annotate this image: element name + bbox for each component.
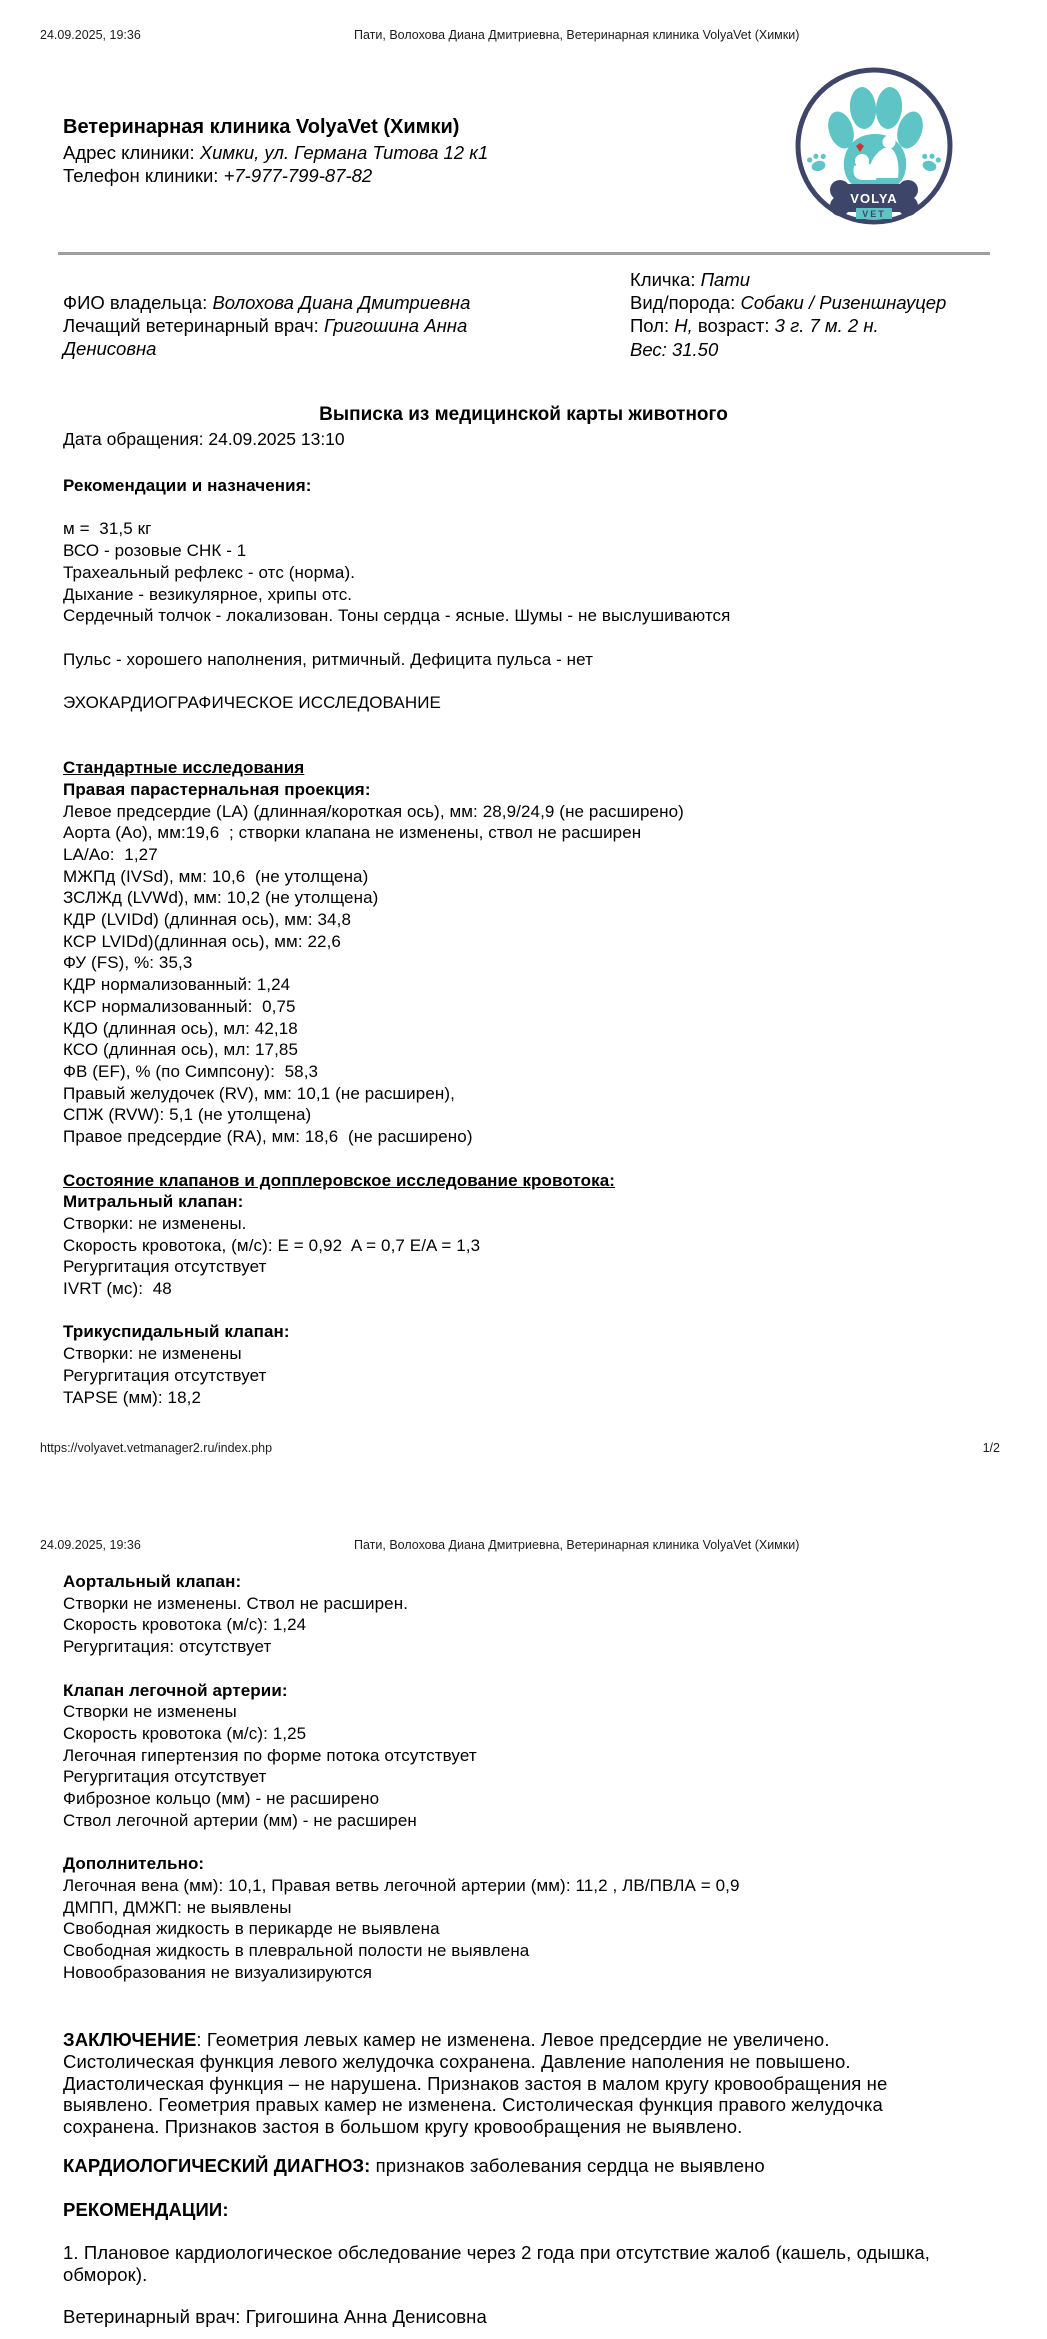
text-line: Регургитация: отсутствует [63,1637,272,1657]
print-header-title: Пати, Волохова Диана Дмитриевна, Ветеринарная клиника VolyaVet (Химки) [354,28,800,42]
text-line: Ствол легочной артерии (мм) - не расширен [63,1810,417,1830]
recommendations-heading: РЕКОМЕНДАЦИИ: [63,2199,229,2220]
conclusion-paragraph [63,2029,963,2138]
visit-date-line: Дата обращения: 24.09.2025 13:10 [63,429,345,449]
owner-info-block [63,291,563,361]
text-line: Скорость кровотока, (м/с): E = 0,92 A = 0,7 E/A = 1,3 [63,1235,481,1255]
text-line: Аортальный клапан: [63,1572,242,1591]
text-line [63,735,963,757]
text-line [63,337,563,360]
text-segment: Вес: 31.50 [630,338,719,360]
text-line: Регургитация отсутствует [63,1257,267,1277]
diagnosis-line [63,2155,963,2177]
page-1-body [63,475,963,1408]
text-line: МЖПд (IVSd), мм: 10,6 (не утолщена) [63,866,369,886]
text-line: Пульс - хорошего наполнения, ритмичный. Дефицита пульса - нет [63,649,594,669]
text-line: Правая парастернальная проекция: [63,779,371,799]
text-line: КСР LVIDd)(длинная ось), мм: 22,6 [63,931,341,951]
text-line [630,338,1030,361]
conclusion-text: : Геометрия левых камер не изменена. Левое предсердие не увеличено. Систолическая функция левого желудочка сохранена. Давление наполения не повышено. Диастолическая функция – не нарушена. Признаков застоя в малом кругу кровообращения не выявлено. Геометрия правых камер не изменена. Систолическая функция правого желудочка сохранена. Признаков застоя в большом кругу кровообращения не выявлено. [63,2029,893,2138]
text-line: м = 31,5 кг [63,519,152,539]
print-header-datetime-page2: 24.09.2025, 19:36 [40,1538,141,1552]
text-line: Аорта (Ао), мм:19,6 ; створки клапана не изменены, ствол не расширен [63,823,642,843]
text-line [63,497,963,519]
text-segment: Пати [700,269,751,290]
text-line: Регургитация отсутствует [63,1767,267,1787]
clinic-name: Ветеринарная клиника VolyaVet (Химки) [63,116,460,138]
text-line: Дополнительно: [63,1854,205,1874]
conclusion-label: ЗАКЛЮЧЕНИЕ [63,2029,197,2050]
text-line: Состояние клапанов и допплеровское исследование кровотока: [63,1170,616,1190]
text-line: КДО (длинная ось), мл: 42,18 [63,1018,298,1038]
text-line: Свободная жидкость в перикарде не выявлена [63,1919,440,1939]
text-segment: Денисовна [63,338,157,360]
text-line: Свободная жидкость в плевральной полости не выявлена [63,1940,530,1960]
clinic-address [63,141,488,164]
text-line: Правый желудочек (RV), мм: 10,1 (не расширен), [63,1083,455,1103]
text-line [63,291,563,314]
text-line: Легочная вена (мм): 10,1, Правая ветвь легочной артерии (мм): 11,2 , ЛВ/ПВЛА = 0,9 [63,1875,740,1895]
text-line: КДР (LVIDd) (длинная ось), мм: 34,8 [63,910,351,930]
text-line: Фиброзное кольцо (мм) - не расширено [63,1789,380,1809]
clinic-phone [63,164,488,187]
text-line: Стандартные исследования [63,758,305,778]
text-line [63,1831,963,1853]
text-line: ДМПП, ДМЖП: не выявлены [63,1897,292,1917]
clinic-logo [794,66,954,226]
text-line [63,1148,963,1170]
text-line: КСР нормализованный: 0,75 [63,996,296,1016]
text-line: Клапан легочной артерии: [63,1680,288,1700]
text-line [63,314,563,337]
text-segment: Кличка: [630,269,701,290]
svg-text:VOLYA: VOLYA [850,191,898,206]
text-segment: Вид/порода: [630,292,741,314]
text-line: Новообразования не визуализируются [63,1962,373,1982]
text-segment: Н, [674,315,693,337]
text-segment: возраст: [692,315,775,337]
document-title: Выписка из медицинской карты животного [319,404,728,425]
print-header-title-page2: Пати, Волохова Диана Дмитриевна, Ветеринарная клиника VolyaVet (Химки) [354,1538,800,1552]
vet-doctor-line: Ветеринарный врач: Григошина Анна Денисовна [63,2306,487,2327]
text-line: СПЖ (RVW): 5,1 (не утолщена) [63,1105,312,1125]
text-line: Створки не изменены. Ствол не расширен. [63,1593,409,1613]
text-line: Сердечный толчок - локализован. Тоны сердца - ясные. Шумы - не выслушиваются [63,606,731,626]
text-line: IVRT (мс): 48 [63,1279,172,1299]
svg-text:VET: VET [862,209,886,219]
text-segment: Волохова Диана Дмитриевна [212,292,471,313]
text-line: Рекомендации и назначения: [63,476,312,495]
text-line: КСО (длинная ось), мл: 17,85 [63,1040,299,1060]
text-line: Створки не изменены [63,1702,237,1722]
text-segment: Пол: [630,315,675,337]
text-line [63,627,963,649]
text-line [63,1300,963,1322]
text-line [630,291,1030,314]
text-segment: 3 г. 7 м. 2 н. [774,315,879,337]
header-divider [58,252,990,255]
text-line: Трахеальный рефлекс - отс (норма). [63,562,356,582]
print-footer-url: https://volyavet.vetmanager2.ru/index.php [40,1441,273,1455]
text-line: TAPSE (мм): 18,2 [63,1387,202,1407]
patient-info-block [630,268,1030,361]
text-line: Регургитация отсутствует [63,1365,267,1385]
text-line: Створки: не изменены. [63,1213,247,1233]
text-line: LA/Ao: 1,27 [63,844,158,864]
clinic-phone-value: +7-977-799-87-82 [223,165,373,186]
text-segment: ФИО владельца: [63,292,213,313]
text-line: Скорость кровотока (м/с): 1,25 [63,1723,307,1743]
clinic-address-value: Химки, ул. Германа Титова 12 к1 [199,142,489,163]
paw-logo-icon [794,66,954,226]
text-line: ЗСЛЖд (LVWd), мм: 10,2 (не утолщена) [63,888,379,908]
text-line: Скорость кровотока (м/с): 1,24 [63,1615,307,1635]
diagnosis-text: признаков заболевания сердца не выявлено [370,2155,765,2176]
page-2-body [63,1571,963,1983]
text-line: Легочная гипертензия по форме потока отсутствует [63,1745,477,1765]
text-line [63,670,963,692]
text-line: Правое предсердие (RA), мм: 18,6 (не расширено) [63,1127,473,1147]
text-segment: Собаки / Ризеншнауцер [740,292,947,314]
text-line: Дыхание - везикулярное, хрипы отс. [63,584,353,604]
text-segment: Григошина Анна [323,315,468,337]
clinic-phone-label: Телефон клиники: [63,165,224,186]
diagnosis-label: КАРДИОЛОГИЧЕСКИЙ ДИАГНОЗ: [63,2155,371,2176]
text-line: Левое предсердие (LA) (длинная/короткая ось), мм: 28,9/24,9 (не расширено) [63,801,684,821]
clinic-address-label: Адрес клиники: [63,142,200,163]
clinic-info-block [63,114,488,187]
text-line: ФВ (EF), % (по Симпсону): 58,3 [63,1061,319,1081]
text-segment: Лечащий ветеринарный врач: [63,315,324,337]
print-header-datetime: 24.09.2025, 19:36 [40,28,141,42]
text-line: ФУ (FS), %: 35,3 [63,953,193,973]
bone-shape [830,180,918,219]
text-line [63,714,963,736]
text-line: Створки: не изменены [63,1344,242,1364]
text-line: КДР нормализованный: 1,24 [63,975,291,995]
recommendation-item: 1. Плановое кардиологическое обследование через 2 года при отсутствие жалоб (кашель, одышка, обморок). [63,2242,936,2285]
text-line: ЭХОКАРДИОГРАФИЧЕСКОЕ ИССЛЕДОВАНИЕ [63,693,441,713]
text-line [63,1658,963,1680]
print-footer-page-number: 1/2 [982,1441,1000,1455]
text-line: Митральный клапан: [63,1192,244,1212]
text-line: ВСО - розовые СНК - 1 [63,541,247,561]
text-line [630,268,1030,291]
text-line [630,314,1030,337]
text-line: Трикуспидальный клапан: [63,1322,290,1342]
